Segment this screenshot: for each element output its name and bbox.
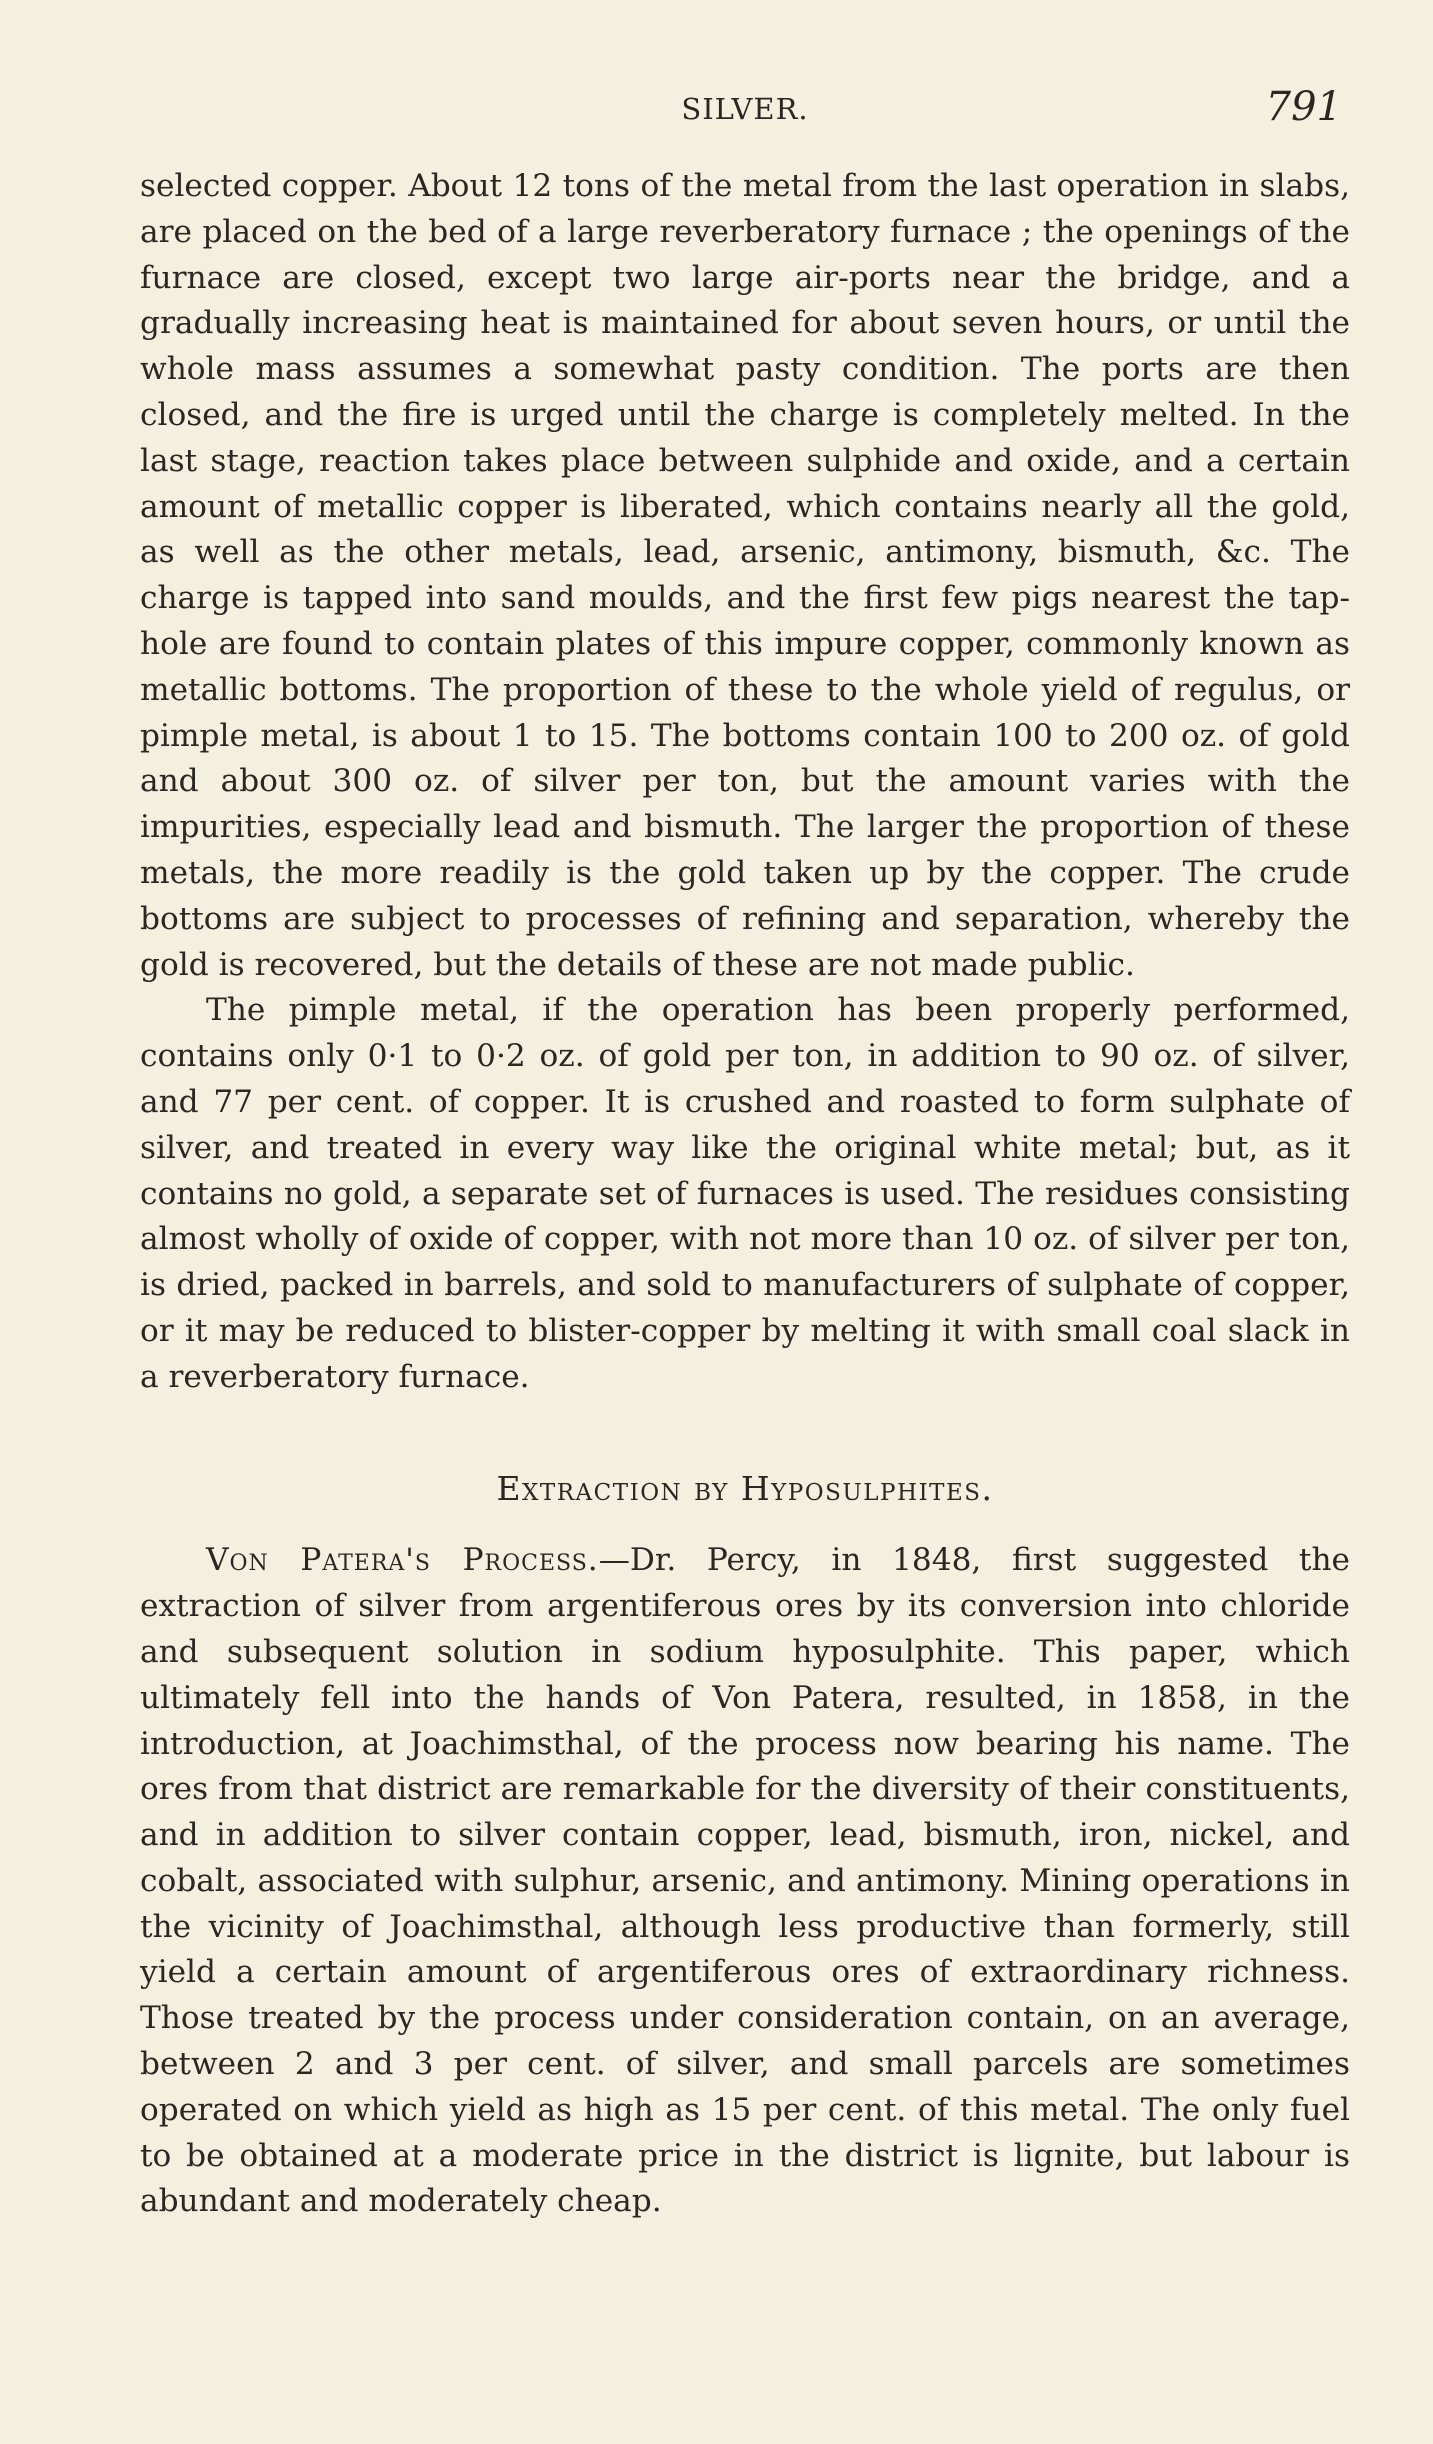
run-in-subheading: Von Patera's Process. [206,1542,599,1579]
paragraph-von-patera [140,1538,1350,2225]
page-number: 791 [1265,84,1342,130]
section-heading: Extraction by Hyposulphites. [496,1468,994,1508]
body-text [140,164,1350,2225]
paragraph-von-patera-text: —Dr. Percy, in 1848, first suggested the extraction of silver from argentiferous ores by its conversion into chloride and subsequent solution in sodium hyposulphite. This paper, which ultimately fell into the hands of Von Patera, resulted, in 1858, in the introduction, at Joachimsthal, of the process now bearing his name. The ores from that district are remarkable for the diversity of their constituents, and in addition to silver contain copper, lead, bismuth, iron, nickel, and cobalt, associated with sulphur, arsenic, and antimony. Mining operations in the vicinity of Joachimsthal, although less productive than formerly, still yield a certain amount of argentiferous ores of extraordinary richness. Those treated by the process under consideration contain, on an average, between 2 and 3 per cent. of silver, and small parcels are sometimes operated on which yield as high as 15 per cent. of this metal. The only fuel to be obtained at a moderate price in the district is lignite, but labour is abundant and moderately cheap. [140,1542,1350,2220]
paragraph-continuation: selected copper. About 12 tons of the metal from the last operation in slabs, are placed on the bed of a large reverberatory furnace ; the openings of the furnace are closed, except two large air-ports near the bridge, and a gradually increasing heat is maintained for about seven hours, or until the whole mass assumes a somewhat pasty condition. The ports are then closed, and the fire is urged until the charge is completely melted. In the last stage, reaction takes place between sulphide and oxide, and a certain amount of metallic copper is liberated, which contains nearly all the gold, as well as the other metals, lead, arsenic, antimony, bismuth, &c. The charge is tapped into sand moulds, and the first few pigs nearest the tap-hole are found to contain plates of this impure copper, commonly known as metallic bottoms. The proportion of these to the whole yield of regulus, or pimple metal, is about 1 to 15. The bottoms contain 100 to 200 oz. of gold and about 300 oz. of silver per ton, but the amount varies with the impurities, especially lead and bismuth. The larger the proportion of these metals, the more readily is the gold taken up by the copper. The crude bottoms are subject to processes of refining and separation, whereby the gold is recovered, but the details of these are not made public. [140,168,1350,983]
running-title: SILVER. [681,92,809,126]
paragraph-pimple-metal: The pimple metal, if the operation has been properly performed, contains only 0·1 to 0·2 oz. of gold per ton, in addition to 90 oz. of silver, and 77 per cent. of copper. It is crushed and roasted to form sulphate of silver, and treated in every way like the original white metal; but, as it contains no gold, a separate set of furnaces is used. The residues consisting almost wholly of oxide of copper, with not more than 10 oz. of silver per ton, is dried, packed in barrels, and sold to manufacturers of sulphate of copper, or it may be reduced to blister-copper by melting it with small coal slack in a reverberatory furnace. [140,992,1350,1395]
running-head [140,84,1350,134]
